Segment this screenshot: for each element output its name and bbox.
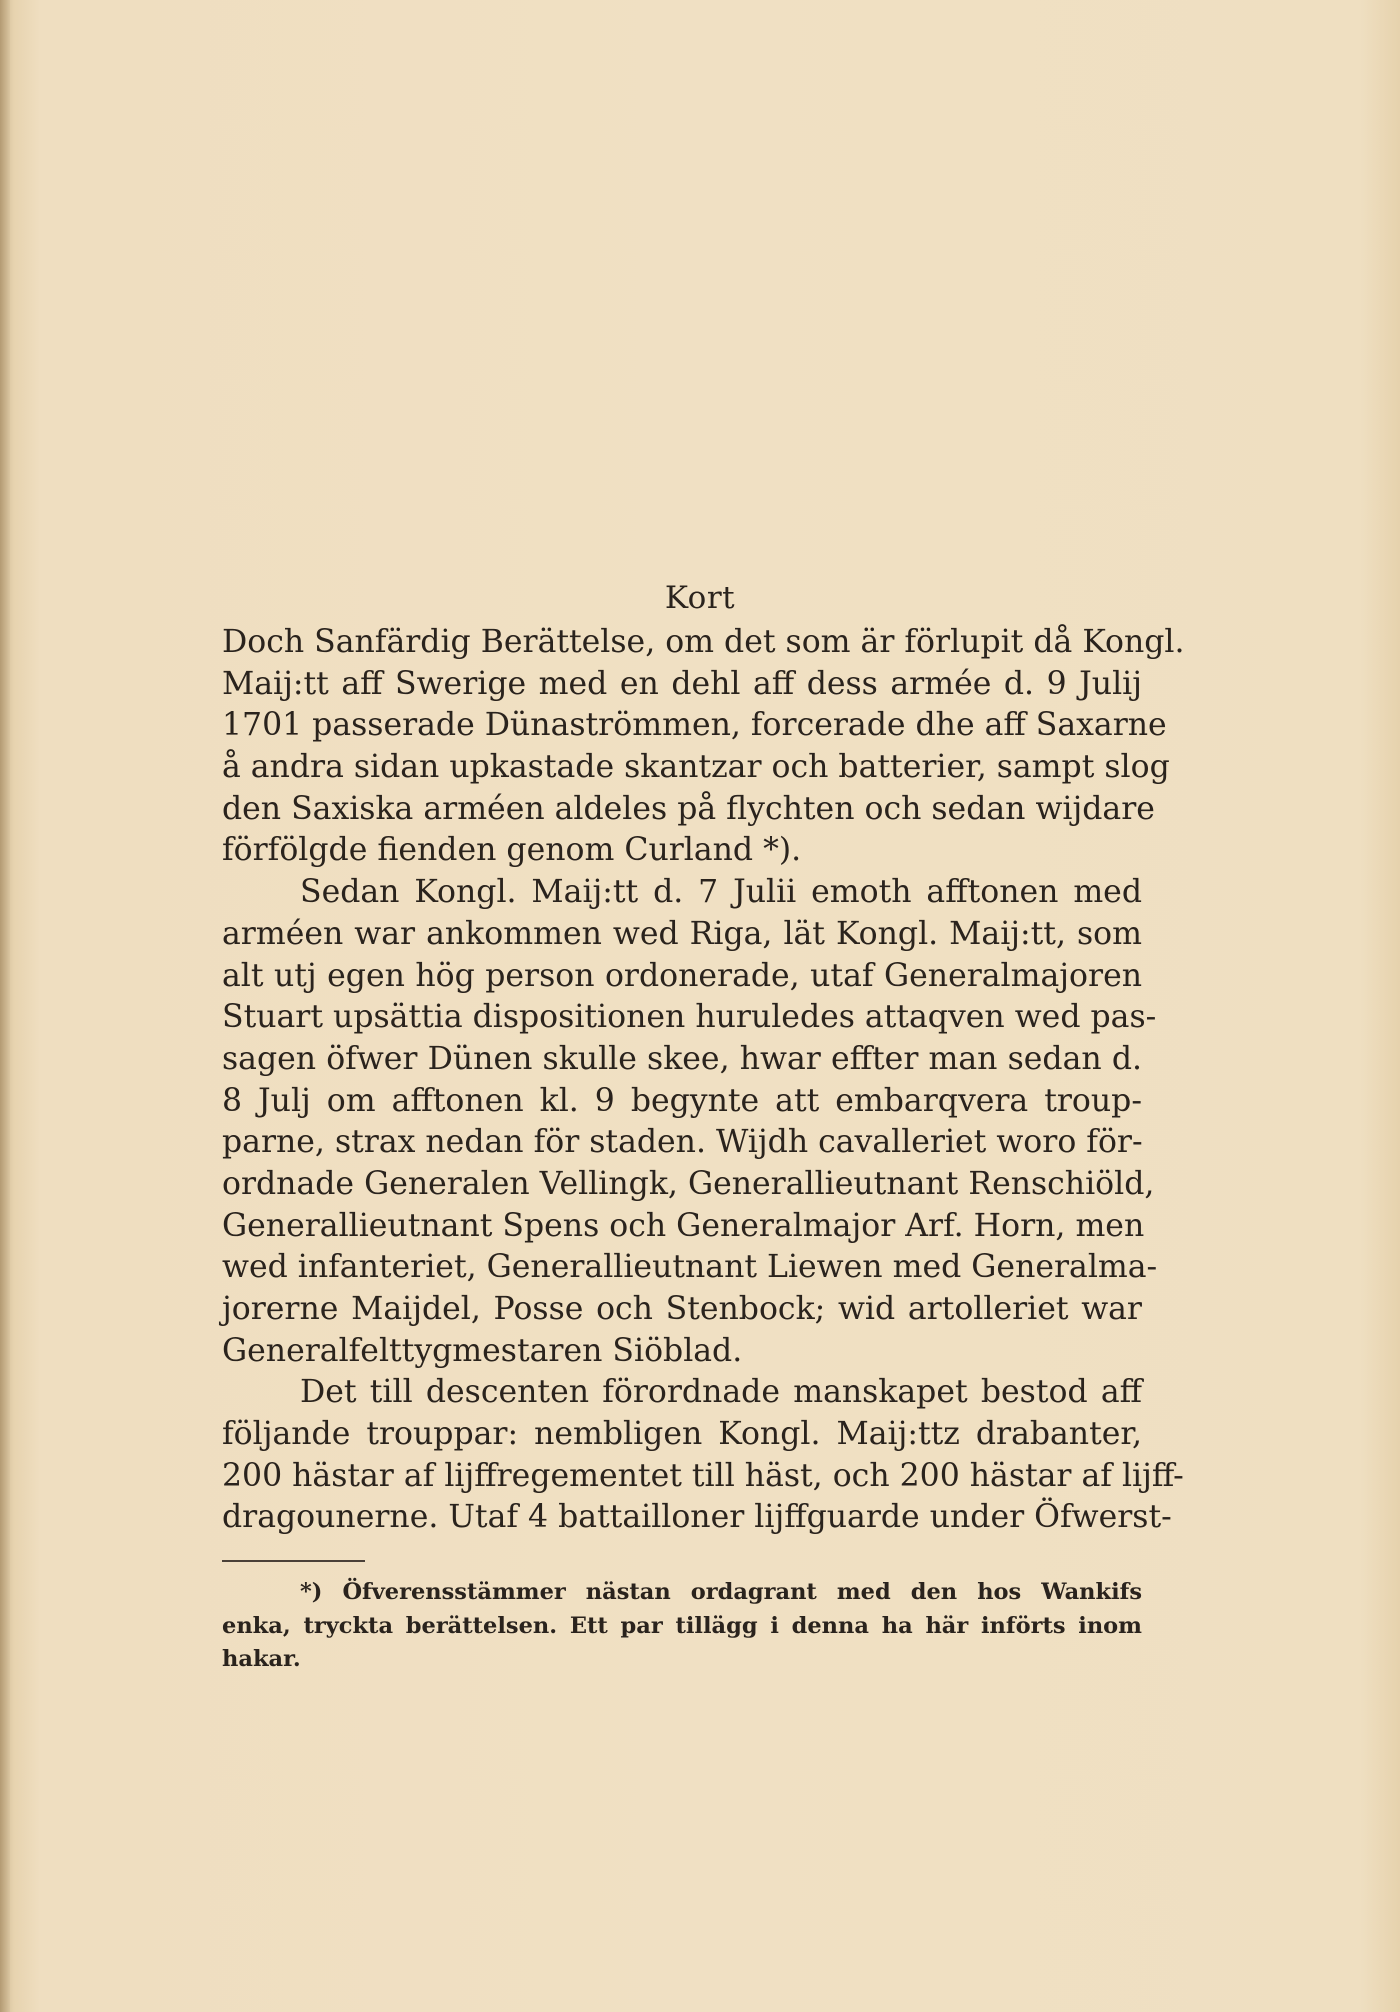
footnote-line: *) Öfverensstämmer nästan ordagrant med den hos Wankifs bbox=[300, 1579, 1142, 1605]
body-line: förfölgde fienden genom Curland *). bbox=[222, 832, 802, 869]
page-heading: Kort bbox=[664, 580, 736, 616]
footnote-line: hakar. bbox=[222, 1646, 301, 1672]
body-line: å andra sidan upkastade skantzar och batterier, sampt slog bbox=[222, 749, 1170, 786]
body-line: den Saxiska arméen aldeles på flychten och sedan wijdare bbox=[222, 790, 1155, 827]
body-line: Doch Sanfärdig Berättelse, om det som är förlupit då Kongl. bbox=[222, 624, 1185, 660]
body-line: dragounerne. Utaf 4 battailloner lijffguarde under Öfwerst- bbox=[222, 1499, 1172, 1536]
footnote-divider bbox=[222, 1560, 365, 1562]
body-line: arméen war ankommen wed Riga, lät Kongl. Maij:tt, som bbox=[222, 915, 1142, 952]
body-line: jorerne Maijdel, Posse och Stenbock; wid artolleriet war bbox=[222, 1291, 1142, 1327]
body-line: alt utj egen hög person ordonerade, utaf Generalmajoren bbox=[222, 957, 1142, 994]
body-line: Det till descenten förordnade manskapet bestod aff bbox=[300, 1374, 1142, 1411]
footnote-line: enka, tryckta berättelsen. Ett par tillägg i denna ha här införts inom bbox=[222, 1612, 1142, 1639]
body-line: Generalfelttygmestaren Siöblad. bbox=[222, 1332, 743, 1369]
body-line: sagen öfwer Dünen skulle skee, hwar effter man sedan d. bbox=[222, 1040, 1142, 1077]
body-line: Stuart upsättia dispositionen huruledes attaqven wed pas- bbox=[222, 999, 1157, 1036]
body-line: 8 Julj om afftonen kl. 9 begynte att embarqvera troup- bbox=[222, 1082, 1142, 1119]
body-line: ordnade Generalen Vellingk, Generallieutnant Renschiöld, bbox=[222, 1165, 1155, 1202]
body-line: Sedan Kongl. Maij:tt d. 7 Julii emoth afftonen med bbox=[300, 874, 1142, 911]
body-line: 1701 passerade Dünaströmmen, forcerade dhe aff Saxarne bbox=[222, 707, 1167, 744]
body-line: wed infanteriet, Generallieutnant Liewen med Generalma- bbox=[222, 1249, 1158, 1286]
footnote bbox=[222, 1576, 1142, 1677]
body-text bbox=[222, 622, 1185, 1539]
body-line: Maij:tt aff Swerige med en dehl aff dess armée d. 9 Julij bbox=[222, 665, 1142, 702]
body-line: 200 hästar af lijffregementet till häst, och 200 hästar af lijff- bbox=[222, 1457, 1184, 1494]
body-line: följande trouppar: nembligen Kongl. Maij:ttz drabanter, bbox=[222, 1416, 1142, 1453]
body-line: Generallieutnant Spens och Generalmajor Arf. Horn, men bbox=[222, 1207, 1145, 1244]
page-spine-shadow bbox=[0, 0, 10, 2012]
body-line: parne, strax nedan för staden. Wijdh cavalleriet woro för- bbox=[222, 1124, 1143, 1161]
